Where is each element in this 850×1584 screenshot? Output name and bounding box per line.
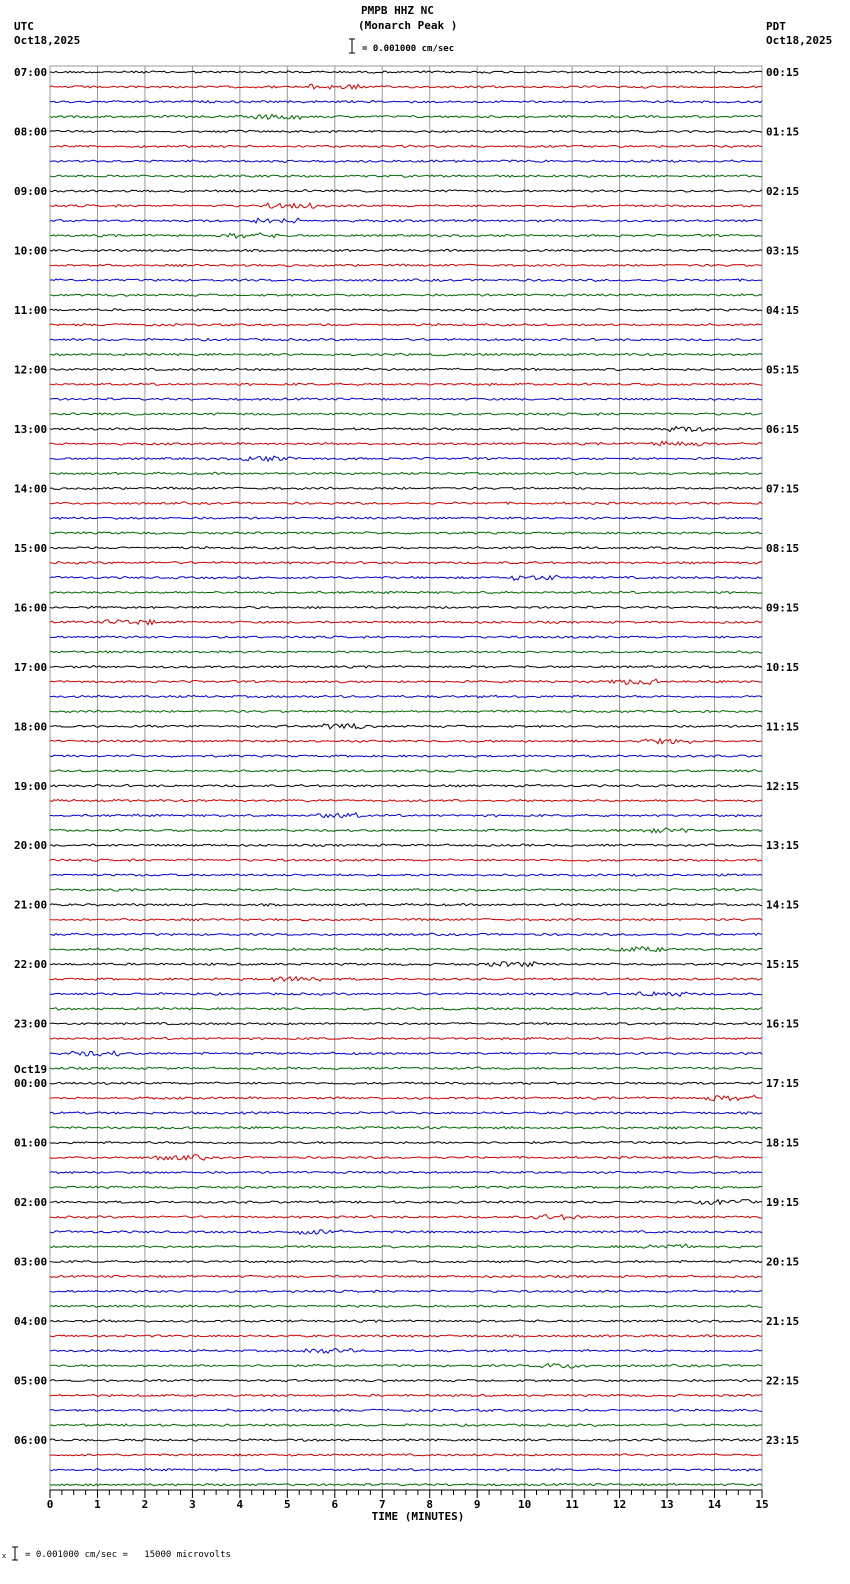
trace-line: [50, 1320, 762, 1323]
trace-line: [50, 101, 762, 103]
utc-hour-label: 10:00: [14, 244, 48, 258]
pdt-hour-label: 02:15: [766, 184, 800, 198]
trace-line: [50, 218, 762, 223]
pdt-hour-label: 20:15: [766, 1255, 800, 1269]
pdt-hour-label: 00:15: [766, 66, 800, 79]
trace-line: [50, 294, 762, 296]
x-axis-title: TIME (MINUTES): [371, 1510, 465, 1523]
x-tick-label: 10: [518, 1498, 532, 1511]
trace-line: [50, 1230, 762, 1235]
trace-line: [50, 1008, 762, 1011]
trace-line: [50, 502, 762, 505]
utc-hour-label: 18:00: [14, 720, 48, 734]
trace-line: [50, 383, 762, 386]
utc-hour-label: 05:00: [14, 1374, 48, 1388]
x-tick-label: 14: [707, 1498, 722, 1511]
utc-hour-label: 07:00: [14, 66, 48, 79]
utc-hour-label: 22:00: [14, 958, 48, 972]
utc-hour-label: 19:00: [14, 779, 48, 793]
trace-line: [50, 472, 762, 474]
x-tick-label: 5: [284, 1498, 291, 1511]
trace-line: [50, 575, 762, 580]
utc-hour-label: 23:00: [14, 1017, 48, 1031]
pdt-hour-label: 04:15: [766, 303, 800, 317]
trace-line: [50, 651, 762, 654]
x-tick-label: 1: [94, 1498, 101, 1511]
trace-line: [50, 1305, 762, 1308]
svg-text:x: x: [2, 1552, 7, 1560]
trace-line: [50, 427, 762, 432]
trace-line: [50, 1095, 762, 1100]
trace-line: [50, 933, 762, 935]
left-timezone: UTC: [14, 20, 34, 33]
trace-line: [50, 1424, 762, 1426]
trace-line: [50, 145, 762, 147]
pdt-hour-label: 14:15: [766, 898, 800, 912]
trace-line: [50, 71, 762, 73]
trace-line: [50, 977, 762, 982]
trace-line: [50, 591, 762, 594]
pdt-hour-label: 06:15: [766, 422, 800, 436]
trace-line: [50, 130, 762, 133]
scale-label: = 0.001000 cm/sec: [362, 44, 455, 54]
trace-line: [50, 309, 762, 311]
trace-line: [50, 1394, 762, 1396]
x-tick-label: 7: [378, 1498, 386, 1511]
trace-line: [50, 724, 762, 729]
trace-line: [50, 710, 762, 712]
trace-line: [50, 889, 762, 892]
pdt-hour-label: 16:15: [766, 1017, 800, 1031]
trace-line: [50, 413, 762, 416]
pdt-hour-label: 05:15: [766, 363, 800, 377]
trace-line: [50, 1023, 762, 1025]
pdt-hour-label: 09:15: [766, 601, 800, 615]
pdt-hour-label: 07:15: [766, 482, 800, 496]
trace-line: [50, 1051, 762, 1056]
left-date: Oct18,2025: [14, 34, 81, 47]
trace-line: [50, 606, 762, 608]
pdt-hour-label: 23:15: [766, 1434, 800, 1448]
trace-line: [50, 324, 762, 326]
trace-line: [50, 770, 762, 772]
trace-line: [50, 1155, 762, 1161]
x-tick-label: 0: [46, 1498, 54, 1511]
pdt-hour-label: 01:15: [766, 125, 800, 139]
trace-line: [50, 114, 762, 119]
trace-line: [50, 1275, 762, 1278]
pdt-hour-label: 17:15: [766, 1077, 800, 1091]
trace-line: [50, 353, 762, 356]
x-tick-label: 11: [565, 1498, 579, 1511]
pdt-hour-label: 15:15: [766, 958, 800, 972]
pdt-hour-label: 22:15: [766, 1374, 800, 1388]
utc-hour-label: 14:00: [14, 482, 48, 496]
trace-line: [50, 532, 762, 534]
trace-line: [50, 1409, 762, 1412]
trace-line: [50, 874, 762, 876]
trace-line: [50, 962, 762, 967]
date-change-label: Oct19: [14, 1063, 48, 1077]
utc-hour-label: 09:00: [14, 184, 48, 198]
pdt-hour-label: 21:15: [766, 1315, 800, 1329]
trace-line: [50, 249, 762, 252]
pdt-hour-label: 13:15: [766, 839, 800, 853]
trace-line: [50, 1082, 762, 1084]
trace-line: [50, 160, 762, 162]
trace-line: [50, 1171, 762, 1173]
traces: [50, 71, 762, 1486]
trace-line: [50, 233, 762, 238]
trace-line: [50, 84, 762, 89]
trace-line: [50, 264, 762, 266]
x-tick-label: 3: [189, 1498, 196, 1511]
trace-line: [50, 666, 762, 669]
trace-line: [50, 679, 762, 684]
trace-line: [50, 441, 762, 446]
trace-line: [50, 1454, 762, 1456]
trace-line: [50, 1200, 762, 1205]
right-timezone: PDT: [766, 20, 786, 33]
footer-scale-label: = 0.001000 cm/sec = 15000 microvolts: [25, 1550, 231, 1560]
station-location: (Monarch Peak ): [358, 19, 458, 32]
trace-line: [50, 1260, 762, 1263]
utc-hour-label: 02:00: [14, 1196, 48, 1210]
x-tick-label: 12: [612, 1498, 627, 1511]
utc-hour-label: 13:00: [14, 422, 48, 436]
pdt-hour-label: 10:15: [766, 660, 800, 674]
utc-hour-label: 06:00: [14, 1434, 48, 1448]
trace-line: [50, 1483, 762, 1486]
trace-line: [50, 1348, 762, 1353]
x-tick-label: 4: [236, 1498, 244, 1511]
trace-line: [50, 1112, 762, 1115]
x-tick-label: 8: [426, 1498, 434, 1511]
trace-line: [50, 1335, 762, 1338]
trace-line: [50, 547, 762, 549]
trace-line: [50, 947, 762, 952]
trace-line: [50, 620, 762, 625]
trace-line: [50, 992, 762, 997]
pdt-hour-label: 19:15: [766, 1196, 800, 1210]
x-tick-label: 6: [331, 1498, 339, 1511]
trace-line: [50, 1379, 762, 1381]
utc-hour-label: 00:00: [14, 1077, 48, 1091]
utc-hour-label: 01:00: [14, 1136, 48, 1150]
utc-hour-label: 20:00: [14, 839, 48, 853]
pdt-hour-label: 12:15: [766, 779, 800, 793]
trace-line: [50, 1290, 762, 1292]
trace-line: [50, 813, 762, 818]
trace-line: [50, 203, 762, 208]
trace-line: [50, 695, 762, 697]
x-tick-label: 2: [141, 1498, 149, 1511]
trace-line: [50, 1244, 762, 1248]
trace-line: [50, 1186, 762, 1189]
trace-line: [50, 190, 762, 192]
right-date: Oct18,2025: [766, 34, 833, 47]
trace-line: [50, 1037, 762, 1039]
station-title: PMPB HHZ NC: [361, 4, 434, 17]
trace-line: [50, 755, 762, 757]
utc-hour-label: 21:00: [14, 898, 48, 912]
trace-line: [50, 1067, 762, 1069]
trace-line: [50, 799, 762, 801]
x-tick-label: 15: [755, 1498, 769, 1511]
trace-line: [50, 828, 762, 833]
pdt-hour-label: 08:15: [766, 541, 800, 555]
trace-line: [50, 279, 762, 282]
pdt-hour-label: 03:15: [766, 244, 800, 258]
trace-line: [50, 739, 762, 744]
x-tick-label: 9: [473, 1498, 481, 1511]
trace-line: [50, 918, 762, 920]
trace-line: [50, 859, 762, 862]
trace-line: [50, 517, 762, 519]
trace-line: [50, 398, 762, 400]
trace-line: [50, 562, 762, 564]
trace-line: [50, 1469, 762, 1472]
x-tick-label: 13: [660, 1498, 674, 1511]
trace-line: [50, 1215, 762, 1220]
utc-hour-label: 11:00: [14, 303, 48, 317]
trace-line: [50, 368, 762, 370]
utc-hour-label: 16:00: [14, 601, 48, 615]
trace-line: [50, 175, 762, 177]
trace-line: [50, 785, 762, 787]
x-axis: [47, 1490, 769, 1523]
trace-line: [50, 844, 762, 846]
pdt-hour-label: 11:15: [766, 720, 800, 734]
trace-line: [50, 1127, 762, 1130]
pdt-hour-label: 18:15: [766, 1136, 800, 1150]
trace-line: [50, 1141, 762, 1143]
utc-hour-label: 12:00: [14, 363, 48, 377]
trace-line: [50, 338, 762, 341]
scale-bar-icon: [2, 39, 355, 1560]
trace-line: [50, 636, 762, 638]
trace-line: [50, 1364, 762, 1369]
utc-hour-label: 15:00: [14, 541, 48, 555]
trace-line: [50, 487, 762, 489]
utc-hour-label: 08:00: [14, 125, 48, 139]
utc-hour-label: 04:00: [14, 1315, 48, 1329]
utc-hour-label: 03:00: [14, 1255, 48, 1269]
trace-line: [50, 456, 762, 461]
trace-line: [50, 1439, 762, 1442]
utc-hour-label: 17:00: [14, 660, 48, 674]
trace-line: [50, 904, 762, 907]
